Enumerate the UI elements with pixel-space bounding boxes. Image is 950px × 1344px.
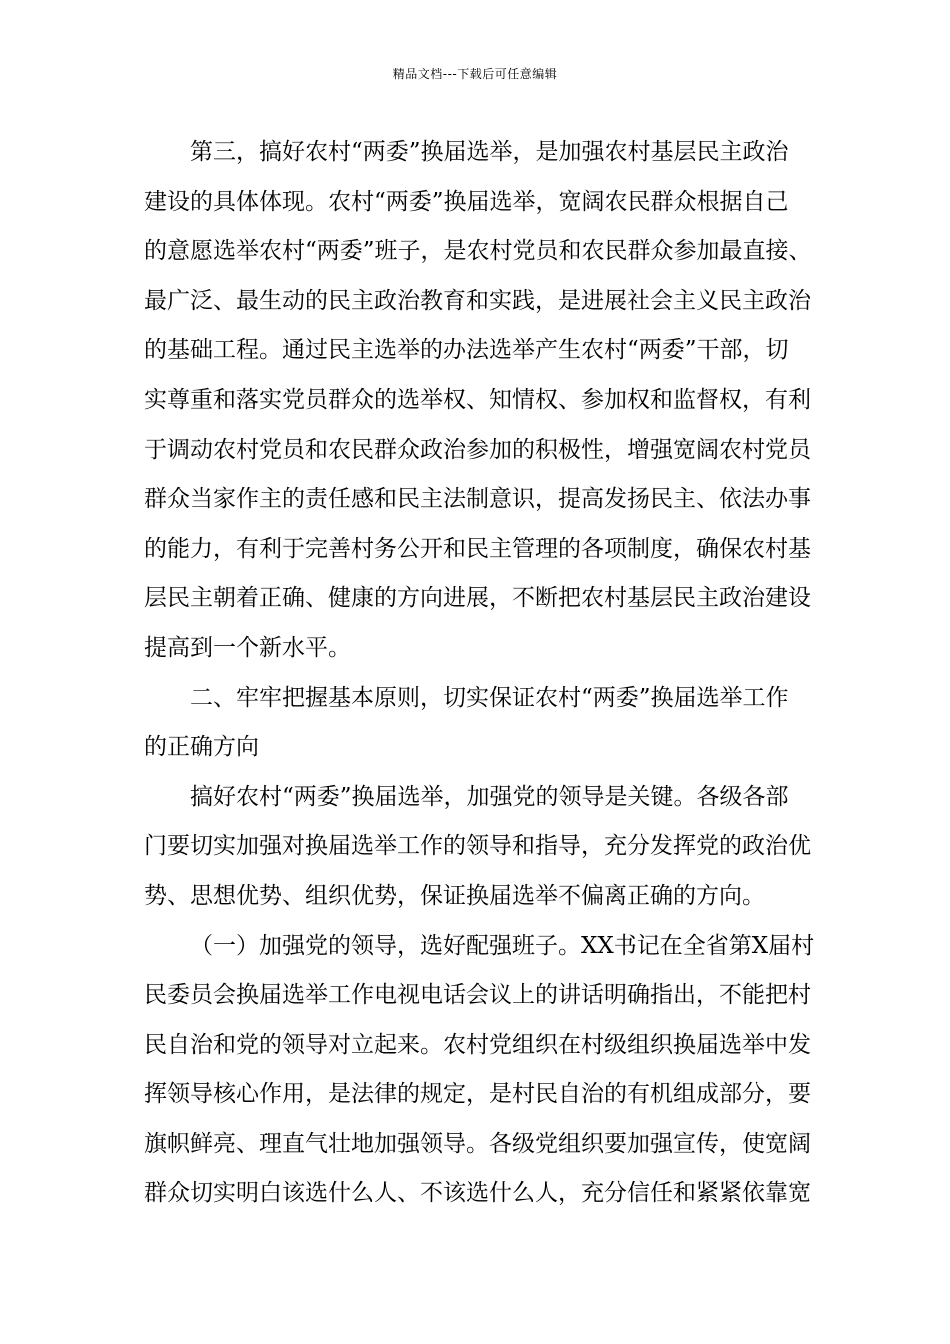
text-line: 挥领导核心作用，是法律的规定，是村民自治的有机组成部分，要 — [144, 1081, 811, 1108]
text-line: 于调动农村党员和农民群众政治参加的积极性，增强宽阔农村党员 — [144, 436, 811, 463]
text-line: 层民主朝着正确、健康的方向进展，不断把农村基层民主政治建设 — [144, 585, 811, 612]
text-line: 最广泛、最生动的民主政治教育和实践，是进展社会主义民主政治 — [144, 287, 811, 314]
text-line: 群众当家作主的责任感和民主法制意识，提高发扬民主、依法办事 — [144, 486, 811, 513]
text-line: 民委员会换届选举工作电视电话会议上的讲话明确指出，不能把村 — [144, 982, 811, 1009]
text-line: 旗帜鲜亮、理直气壮地加强领导。各级党组织要加强宣传，使宽阔 — [144, 1130, 811, 1157]
text-line: 第三，搞好农村“两委”换届选举，是加强农村基层民主政治 — [190, 139, 789, 165]
text-line: 实尊重和落实党员群众的选举权、知情权、参加权和监督权，有利 — [144, 386, 811, 413]
text-line: 建设的具体体现。农村“两委”换届选举，宽阔农民群众根据自己 — [144, 188, 789, 215]
section-heading: 二、牢牢把握基本原则，切实保证农村“两委”换届选举工作 — [190, 684, 789, 711]
text-line: 群众切实明白该选什么人、不该选什么人，充分信任和紧紧依靠宽 — [144, 1180, 811, 1207]
text-line: 的基础工程。通过民主选举的办法选举产生农村“两委”干部，切 — [144, 337, 789, 364]
text-line: （一）加强党的领导，选好配强班子。XX书记在全省第X届村 — [190, 932, 815, 959]
text-line: 的意愿选举农村“两委”班子，是农村党员和农民群众参加最直接、 — [144, 238, 812, 265]
text-line: 的能力，有利于完善村务公开和民主管理的各项制度，确保农村基 — [144, 535, 811, 562]
text-line: 门要切实加强对换届选举工作的领导和指导，充分发挥党的政治优 — [144, 833, 811, 860]
document-body — [144, 128, 820, 1219]
section-heading: 的正确方向 — [144, 734, 259, 761]
text-line: 提高到一个新水平。 — [144, 634, 351, 661]
text-line: 民自治和党的领导对立起来。农村党组织在村级组织换届选举中发 — [144, 1031, 811, 1058]
text-line: 势、思想优势、组织优势，保证换届选举不偏离正确的方向。 — [144, 882, 765, 909]
page-header: 精品文档---下载后可任意编辑 — [392, 67, 558, 81]
text-line: 搞好农村“两委”换届选举，加强党的领导是关键。各级各部 — [190, 783, 789, 810]
